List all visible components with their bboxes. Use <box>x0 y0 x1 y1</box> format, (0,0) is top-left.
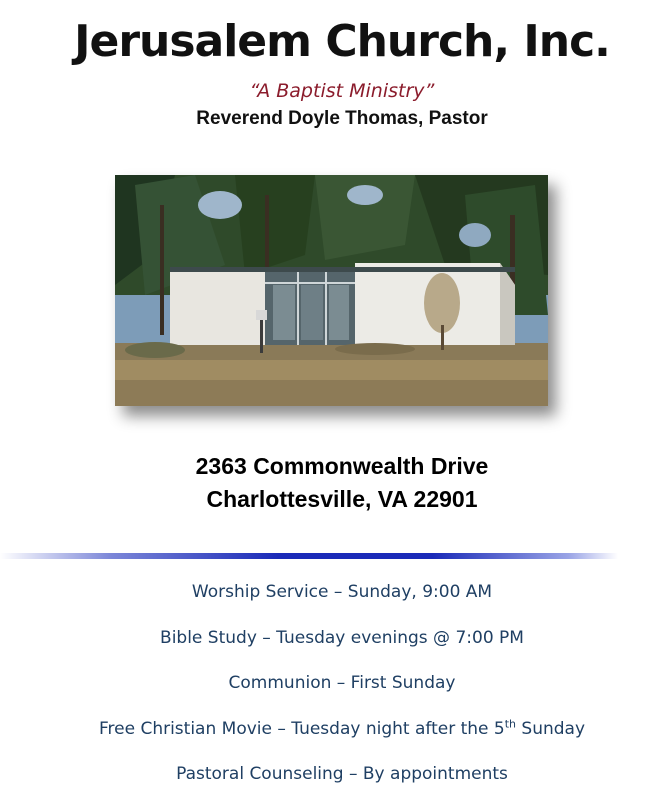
movie-text-end: Sunday <box>516 718 586 739</box>
ordinal-suffix: th <box>504 716 516 730</box>
schedule-item-movie <box>0 715 671 761</box>
service-schedule <box>0 578 671 806</box>
address-street: 2363 Commonwealth Drive <box>195 453 489 479</box>
church-building-photo <box>115 175 548 406</box>
church-title: Jerusalem Church, Inc. <box>74 16 610 67</box>
schedule-item-counseling: Pastoral Counseling – By appointments <box>176 764 508 784</box>
tagline: “A Baptist Ministry” <box>249 80 435 102</box>
address-city-state-zip: Charlottesville, VA 22901 <box>206 486 478 512</box>
church-photo-illustration <box>115 175 548 406</box>
schedule-item-bible-study: Bible Study – Tuesday evenings @ 7:00 PM <box>160 627 524 648</box>
pastor-line: Reverend Doyle Thomas, Pastor <box>196 108 488 129</box>
movie-text: Free Christian Movie – Tuesday night after the 5 <box>98 718 505 739</box>
schedule-item-communion: Communion – First Sunday <box>228 673 456 693</box>
church-address <box>0 450 671 516</box>
section-divider <box>0 553 618 559</box>
schedule-item-worship: Worship Service – Sunday, 9:00 AM <box>191 582 493 602</box>
